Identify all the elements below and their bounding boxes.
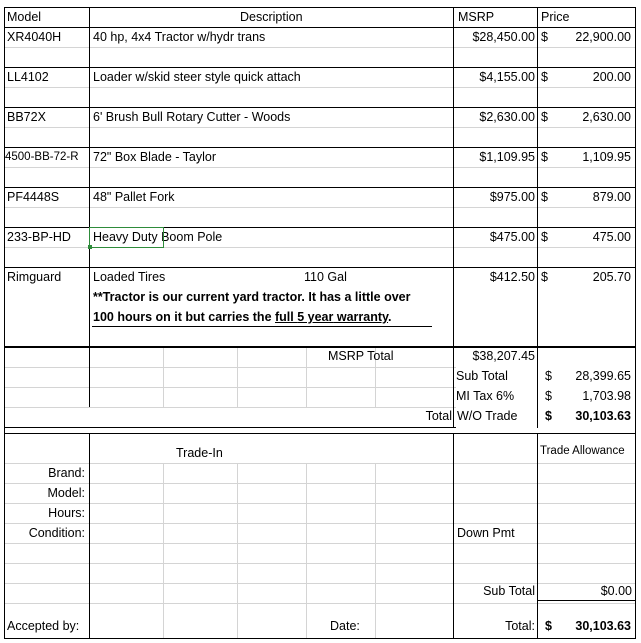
item-model[interactable]: Rimguard [7,270,62,284]
item-price-currency: $ [541,190,548,204]
item-msrp[interactable]: $975.00 [489,190,535,204]
trade-subtotal-label: Sub Total [483,584,535,598]
model-label: Model: [47,486,85,500]
header-msrp: MSRP [458,10,495,24]
item-price[interactable]: 475.00 [592,230,631,244]
tax-label: MI Tax 6% [456,389,515,403]
item-price[interactable]: 22,900.00 [575,30,631,44]
item-description[interactable]: Heavy Duty Boom Pole [93,230,223,244]
item-model[interactable]: 4500-BB-72-R [5,151,79,163]
trade-allowance-label: Trade Allowance [540,445,625,457]
item-description[interactable]: 48" Pallet Fork [93,190,175,204]
tax-value[interactable]: 1,703.98 [582,389,631,403]
item-model[interactable]: BB72X [7,110,46,124]
item-msrp[interactable]: $4,155.00 [479,70,535,84]
item-price[interactable]: 205.70 [592,270,631,284]
brand-label: Brand: [48,466,85,480]
item-price[interactable]: 200.00 [592,70,631,84]
subtotal-value[interactable]: 28,399.65 [575,369,631,383]
total-wo-trade-label-a: Total [425,409,452,423]
date-label: Date: [330,619,360,633]
subtotal-label: Sub Total [456,369,508,383]
item-description[interactable]: Loaded Tires [93,270,166,284]
note-line-1[interactable]: **Tractor is our current yard tractor. It has a little over [93,290,411,304]
total-wo-trade-currency: $ [545,409,552,423]
item-price-currency: $ [541,270,548,284]
item-description[interactable]: 72" Box Blade - Taylor [93,150,217,164]
total-wo-trade-label-b: W/O Trade [457,409,518,423]
hours-label: Hours: [48,506,85,520]
item-model[interactable]: 233-BP-HD [7,230,71,244]
item-description[interactable]: 40 hp, 4x4 Tractor w/hydr trans [93,30,266,44]
down-payment-label: Down Pmt [457,526,515,540]
grand-total-label: Total: [505,619,535,633]
item-model[interactable]: PF4448S [7,190,60,204]
selected-cell-outline [89,227,164,248]
item-price-currency: $ [541,230,548,244]
item-msrp[interactable]: $412.50 [489,270,535,284]
item-msrp[interactable]: $2,630.00 [479,110,535,124]
item-model[interactable]: LL4102 [7,70,49,84]
tax-currency: $ [545,389,552,403]
subtotal-currency: $ [545,369,552,383]
condition-label: Condition: [28,526,85,540]
grand-total-currency: $ [545,619,552,633]
item-msrp[interactable]: $1,109.95 [479,150,535,164]
item-price-currency: $ [541,110,548,124]
grand-total-value[interactable]: 30,103.63 [575,619,631,633]
header-model: Model [7,10,42,24]
trade-subtotal-value[interactable]: $0.00 [600,584,632,598]
item-price-currency: $ [541,30,548,44]
note-line-2[interactable]: 100 hours on it but carries the full 5 year warranty. [93,310,392,324]
header-description: Description [240,10,303,24]
item-description[interactable]: Loader w/skid steer style quick attach [93,70,301,84]
fill-handle[interactable] [88,245,92,249]
item-description[interactable]: 6' Brush Bull Rotary Cutter - Woods [93,110,291,124]
item-price-currency: $ [541,70,548,84]
item-price[interactable]: 2,630.00 [582,110,631,124]
item-price-currency: $ [541,150,548,164]
item-msrp[interactable]: $28,450.00 [472,30,535,44]
item-extra[interactable]: 110 Gal [304,270,347,284]
accepted-by-label: Accepted by: [7,619,80,633]
item-model[interactable]: XR4040H [7,30,62,44]
msrp-total-label: MSRP Total [328,349,394,363]
item-price[interactable]: 1,109.95 [582,150,631,164]
header-price: Price [541,10,570,24]
total-wo-trade-value[interactable]: 30,103.63 [575,409,631,423]
item-price[interactable]: 879.00 [592,190,631,204]
item-msrp[interactable]: $475.00 [489,230,535,244]
trade-in-label: Trade-In [176,446,223,460]
msrp-total-value[interactable]: $38,207.45 [472,349,535,363]
